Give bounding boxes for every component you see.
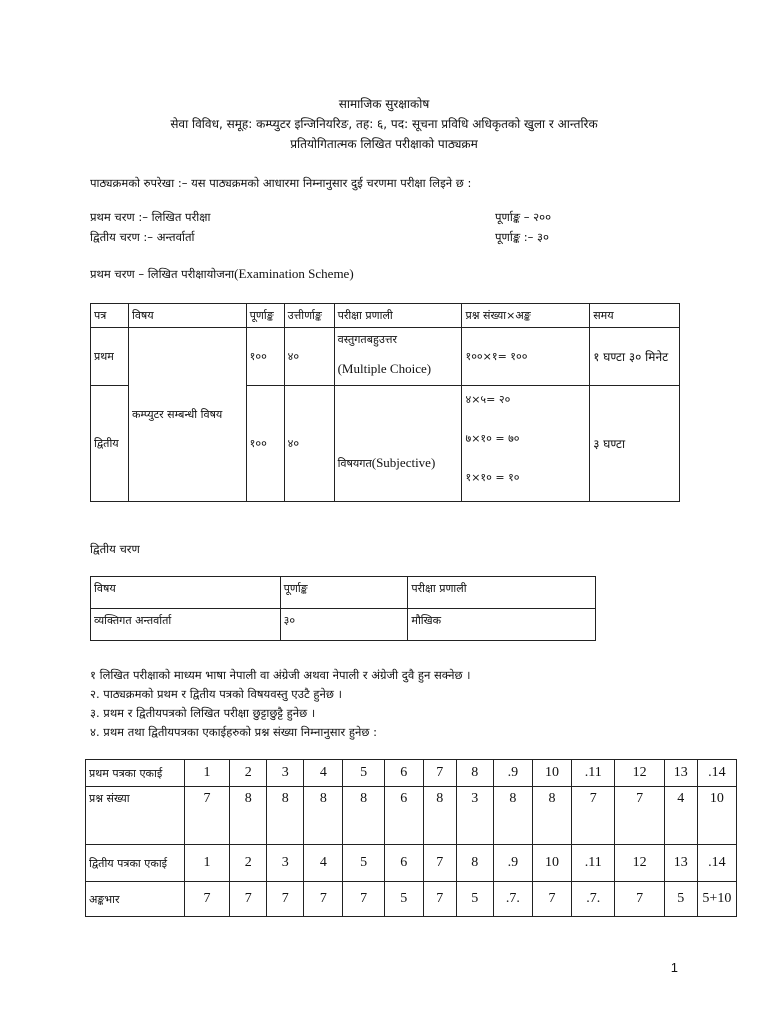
units-cell-value: 7: [548, 891, 556, 906]
units-cell-value: 5: [400, 891, 408, 906]
subject-cell: कम्प्युटर सम्बन्धी विषय: [128, 328, 246, 502]
units-cell-value: 7: [203, 791, 211, 806]
units-cell-value: 7: [203, 891, 211, 906]
interview-marks: ३०: [280, 609, 408, 641]
units-cell-value: 2: [244, 765, 252, 780]
interview-subject: व्यक्तिगत अन्तर्वार्ता: [91, 609, 281, 641]
units-cell-value: 8: [509, 791, 517, 806]
units-cell-value: 8: [319, 791, 327, 806]
units-cell-value: 7: [589, 791, 597, 806]
second-stage-heading: द्वितीय चरण: [90, 542, 140, 556]
units-cell: [697, 787, 736, 845]
units-row-2-label: प्रश्न संख्या: [86, 787, 185, 845]
stage-2-label: द्वितीय चरण :– अन्तर्वार्ता: [90, 230, 195, 244]
units-cell-value: 12: [632, 765, 647, 780]
units-cell-value: 7: [436, 765, 444, 780]
units-cell: [615, 882, 664, 917]
units-cell-value: .11: [584, 855, 602, 870]
units-cell: [267, 787, 304, 845]
scheme-heading-text: प्रथम चरण – लिखित परीक्षायोजना: [90, 267, 235, 281]
units-row-4-label: अङ्कभार: [86, 882, 185, 917]
interview-system: मौखिक: [408, 609, 596, 641]
units-cell: [230, 882, 267, 917]
units-cell: [267, 760, 304, 787]
row2-time: ३ घण्टा: [590, 386, 680, 502]
units-row-3-label: द्वितीय पत्रका एकाई: [86, 845, 185, 882]
units-cell-value: .7.: [586, 891, 601, 906]
units-cell-value: 6: [400, 765, 408, 780]
units-cell-value: .14: [708, 855, 726, 870]
units-cell-value: 12: [632, 855, 647, 870]
row2-system-en: (Subjective): [371, 455, 436, 470]
interview-header-system: परीक्षा प्रणाली: [408, 577, 596, 609]
units-cell: [532, 760, 571, 787]
units-cell: [456, 760, 493, 787]
units-cell-value: 4: [319, 855, 327, 870]
header-full-marks: पूर्णाङ्क: [246, 304, 284, 328]
units-cell: [184, 845, 229, 882]
row1-question-marks: १००×१= १००: [462, 328, 590, 386]
units-cell: [343, 845, 384, 882]
note-1: १ लिखित परीक्षाको माध्यम भाषा नेपाली वा अंग्रेजी अथवा नेपाली र अंग्रेजी दुवै हुन सक्नेछ ।: [90, 668, 471, 682]
units-cell-value: 3: [471, 791, 479, 806]
units-cell-value: 7: [636, 891, 644, 906]
units-cell: [615, 787, 664, 845]
row2-pass-marks: ४०: [284, 386, 334, 502]
row2-full-marks: १००: [246, 386, 284, 502]
units-cell-value: 6: [400, 855, 408, 870]
units-cell: [532, 882, 571, 917]
row1-paper: प्रथम: [91, 328, 129, 386]
units-cell-value: .9: [507, 765, 519, 780]
units-cell: [230, 845, 267, 882]
units-cell-value: 5: [677, 891, 685, 906]
header-line-2: सेवा विविध, समूह: कम्प्युटर इन्जिनियरिङ, तह: ६, पद: सूचना प्रविधि अधिकृतको खुला र आन्तरिक: [170, 117, 598, 131]
units-cell-value: 8: [548, 791, 556, 806]
units-cell: [184, 787, 229, 845]
units-cell-value: 8: [244, 791, 252, 806]
document-title: सामाजिक सुरक्षाकोष: [338, 97, 430, 111]
header-exam-system: परीक्षा प्रणाली: [334, 304, 462, 328]
units-cell-value: 7: [636, 791, 644, 806]
units-cell: [572, 845, 615, 882]
units-cell: [572, 787, 615, 845]
scheme-heading-en: (Examination Scheme): [234, 266, 354, 281]
note-4: ४. प्रथम तथा द्वितीयपत्रका एकाईहरुको प्रश्न संख्या निम्नानुसार हुनेछ :: [90, 725, 377, 739]
units-cell: [267, 882, 304, 917]
units-cell: [304, 845, 343, 882]
units-cell: [697, 882, 736, 917]
units-cell: [343, 787, 384, 845]
units-cell-value: 8: [436, 791, 444, 806]
row1-system-en: (Multiple Choice): [337, 361, 432, 376]
units-cell: [664, 845, 697, 882]
interview-header-marks: पूर्णाङ्क: [280, 577, 408, 609]
units-cell-value: 3: [281, 855, 289, 870]
units-cell-value: 4: [677, 791, 685, 806]
units-cell: [456, 787, 493, 845]
interview-table: [90, 576, 596, 641]
units-cell-value: 8: [471, 765, 479, 780]
units-cell-value: 13: [673, 855, 688, 870]
row1-system-text: वस्तुगतबहुउत्तर: [337, 333, 397, 346]
units-cell: [423, 845, 456, 882]
header-pass-marks: उत्तीर्णाङ्क: [284, 304, 334, 328]
units-cell: [493, 845, 532, 882]
row2-paper: द्वितीय: [91, 386, 129, 502]
units-cell: [493, 882, 532, 917]
units-cell: [343, 760, 384, 787]
units-cell-value: 4: [319, 765, 327, 780]
units-cell: [664, 882, 697, 917]
units-cell: [572, 882, 615, 917]
units-cell: [532, 845, 571, 882]
note-3: ३. प्रथम र द्वितीयपत्रको लिखित परीक्षा छुट्टाछुट्टै हुनेछ ।: [90, 706, 316, 720]
row1-exam-system: [334, 328, 462, 386]
stage-1-label: प्रथम चरण :– लिखित परीक्षा: [90, 210, 211, 224]
units-cell-value: .11: [584, 765, 602, 780]
header-subject: विषय: [128, 304, 246, 328]
units-row-1-label: प्रथम पत्रका एकाई: [86, 760, 185, 787]
units-cell: [664, 760, 697, 787]
units-cell-value: 6: [400, 791, 408, 806]
units-cell-value: 13: [673, 765, 688, 780]
units-cell-value: 8: [360, 791, 368, 806]
units-cell: [230, 787, 267, 845]
units-cell-value: 1: [203, 765, 211, 780]
units-cell: [304, 882, 343, 917]
page-number: 1: [670, 960, 678, 975]
stage-1-marks: पूर्णाङ्क – २००: [495, 210, 552, 224]
units-cell-value: 7: [436, 891, 444, 906]
units-table: [85, 759, 737, 917]
stage-2-marks: पूर्णाङ्क :– ३०: [495, 230, 549, 244]
units-cell: [304, 787, 343, 845]
units-cell-value: 5: [360, 765, 368, 780]
exam-scheme-table: [90, 303, 680, 502]
header-question-marks: प्रश्न संख्या×अङ्क: [462, 304, 590, 328]
units-cell: [615, 760, 664, 787]
units-cell-value: 3: [281, 765, 289, 780]
units-cell-value: 5: [360, 855, 368, 870]
header-line-3: प्रतियोगितात्मक लिखित परीक्षाको पाठ्यक्रम: [290, 137, 478, 151]
units-cell: [184, 882, 229, 917]
row1-time: १ घण्टा ३० मिनेट: [590, 328, 680, 386]
units-cell: [423, 760, 456, 787]
units-cell: [493, 787, 532, 845]
units-cell: [423, 882, 456, 917]
header-paper: पत्र: [91, 304, 129, 328]
units-cell: [384, 845, 423, 882]
units-cell-value: 7: [436, 855, 444, 870]
units-cell: [456, 882, 493, 917]
units-cell: [456, 845, 493, 882]
row2-qm-3: १×१० = १०: [465, 471, 520, 484]
units-cell-value: 5+10: [702, 891, 732, 906]
row1-full-marks: १००: [246, 328, 284, 386]
scheme-heading: [90, 266, 354, 282]
row2-exam-system: [334, 386, 462, 502]
header-time: समय: [590, 304, 680, 328]
units-cell: [267, 845, 304, 882]
units-cell-value: .14: [708, 765, 726, 780]
units-cell: [184, 760, 229, 787]
units-cell: [343, 882, 384, 917]
units-cell-value: 7: [244, 891, 252, 906]
units-cell: [384, 882, 423, 917]
row2-qm-2: ७×१० = ७०: [465, 432, 520, 445]
units-cell: [697, 845, 736, 882]
units-cell: [304, 760, 343, 787]
row2-question-marks: [462, 386, 590, 502]
row2-qm-1: ४×५= २०: [465, 393, 511, 406]
interview-header-subject: विषय: [91, 577, 281, 609]
outline-text: पाठ्यक्रमको रुपरेखा :– यस पाठ्यक्रमको आधारमा निम्नानुसार दुई चरणमा परीक्षा लिइने छ :: [90, 176, 472, 190]
units-cell-value: 2: [244, 855, 252, 870]
units-cell-value: 10: [545, 855, 560, 870]
row1-pass-marks: ४०: [284, 328, 334, 386]
units-cell: [384, 787, 423, 845]
units-cell-value: 8: [471, 855, 479, 870]
units-cell-value: .7.: [505, 891, 520, 906]
units-cell-value: 5: [471, 891, 479, 906]
units-cell-value: 8: [281, 791, 289, 806]
units-cell: [532, 787, 571, 845]
units-cell: [493, 760, 532, 787]
units-cell-value: 7: [360, 891, 368, 906]
units-cell: [230, 760, 267, 787]
units-cell-value: .9: [507, 855, 519, 870]
units-cell-value: 7: [319, 891, 327, 906]
units-cell-value: 10: [545, 765, 560, 780]
units-cell: [615, 845, 664, 882]
units-cell: [697, 760, 736, 787]
units-cell: [664, 787, 697, 845]
units-cell-value: 1: [203, 855, 211, 870]
note-2: २. पाठ्यक्रमको प्रथम र द्वितीय पत्रको विषयवस्तु एउटै हुनेछ ।: [90, 687, 342, 701]
units-cell: [384, 760, 423, 787]
units-cell-value: 10: [709, 791, 724, 806]
row2-system-text: विषयगत: [337, 457, 372, 470]
units-cell-value: 7: [281, 891, 289, 906]
units-cell: [423, 787, 456, 845]
units-cell: [572, 760, 615, 787]
